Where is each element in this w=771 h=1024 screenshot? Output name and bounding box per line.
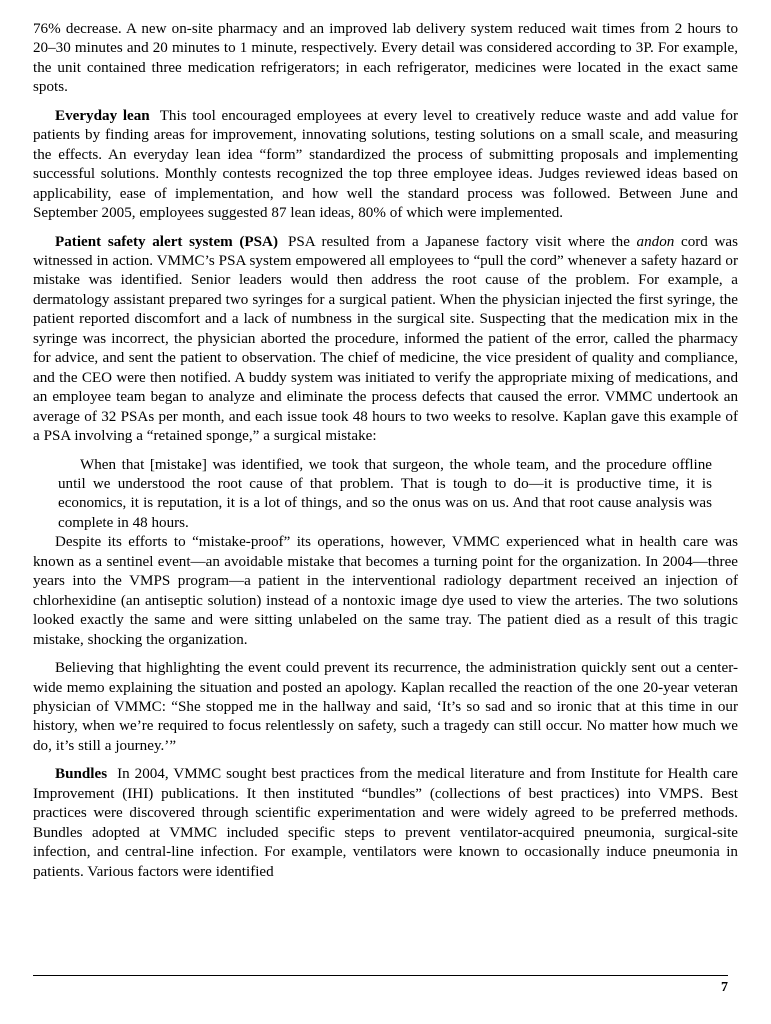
- paragraph-everyday-lean: [33, 107, 738, 224]
- paragraph-continuation: 76% decrease. A new on-site pharmacy and an improved lab delivery system reduced wait times from 2 hours to 20–30 minutes and 20 minutes to 1 minute, respectively. Every detail was considered according to 3P. For example, the unit contained three medication refrigerators; in each refrigerator, medicines were located in the exact same spots.: [33, 21, 738, 96]
- paragraph-everyday-lean-text: This tool encouraged employees at every level to creatively reduce waste and add value for patients by finding areas for improvement, innovating solutions, testing solutions on a small scale, and measuring the effects. An everyday lean idea “form” standardized the process of submitting proposals and implementing successful solutions. Monthly contests recognized the top three employee ideas. Judges reviewed ideas based on applicability, ease of implementation, and how well the standard process was followed. Between June and September 2005, employees suggested 87 lean ideas, 80% of which were implemented.: [33, 107, 738, 222]
- paragraph-psa-text-after-italic: cord was witnessed in action. VMMC’s PSA system empowered all employees to “pull the cord” whenever a safety hazard or mistake was identified. Senior leaders would then address the root cause of the problem. For example, a dermatology assistant prepared two syringes for a surgical patient. When the physician injected the first syringe, the patient reported discomfort and a lack of numbness in the surgical site. Suspecting that the medication mix in the syringe was incorrect, the physician aborted the procedure, informed the patient of the error, called the pharmacy for advice, and sent the patient to observation. The chief of medicine, the vice president of quality and compliance, and the CEO were then notified. A buddy system was initiated to verify the appropriate mixing of medications, and an employee team began to analyze and eliminate the process defects that caused the error. VMMC undertook an average of 32 PSAs per month, and each issue took 48 hours to two weeks to resolve. Kaplan gave this example of a PSA involving a “retained sponge,” a surgical mistake:: [33, 233, 738, 445]
- runin-heading-psa: Patient safety alert system (PSA): [55, 233, 278, 250]
- page-body: [33, 20, 738, 882]
- page-number: 7: [721, 980, 728, 995]
- paragraph-bundles-text: In 2004, VMMC sought best practices from the medical literature and from Institute for Health care Improvement (IHI) publications. It then instituted “bundles” (collections of best practices) into VMPS. Best practices were discovered through scientific experimentation and were widely agreed to be preferred methods. Bundles adopted at VMMC included specific steps to prevent ventilator-acquired pneumonia, surgical-site infection, and central-line infection. For example, ventilators were known to occasionally induce pneumonia in patients. Various factors were identified: [33, 766, 738, 880]
- footer-divider: [33, 975, 728, 976]
- paragraph-memo-apology: Believing that highlighting the event could prevent its recurrence, the administration quickly sent out a center-wide memo explaining the situation and posted an apology. Kaplan recalled the reaction of the one 20-year veteran physician of VMMC: “She stopped me in the hallway and said, ‘It’s so sad and so ironic that at this time in our history, when we’re required to focus relentlessly on safety, such a tragedy can still occur. No matter how much we do, it’s still a journey.’”: [33, 660, 738, 754]
- page-footer: [33, 975, 728, 996]
- paragraph-psa: [33, 233, 738, 447]
- paragraph-bundles: [33, 765, 738, 882]
- paragraph-psa-text-before-italic: PSA resulted from a Japanese factory visit where the: [288, 233, 637, 250]
- block-quote-kaplan: When that [mistake] was identified, we took that surgeon, the whole team, and the procedure offline until we understood the root cause of that problem. That is tough to do—it is productive time, it is economics, it is reputation, it is a lot of things, and so the onus was on us. And that root cause analysis was complete in 48 hours.: [58, 456, 712, 531]
- runin-heading-everyday-lean: Everyday lean: [55, 107, 150, 124]
- italic-term-andon: andon: [636, 233, 675, 250]
- paragraph-sentinel-event: Despite its efforts to “mistake-proof” its operations, however, VMMC experienced what in health care was known as a sentinel event—an avoidable mistake that becomes a turning point for the organization. In 2004—three years into the VMPS program—a patient in the interventional radiology department received an injection of chlorhexidine (an antiseptic solution) instead of a nontoxic image dye used to view the arteries. The two solutions looked exactly the same and were sitting unlabeled on the same tray. The patient died as a result of this tragic mistake, shocking the organization.: [33, 534, 738, 648]
- runin-heading-bundles: Bundles: [55, 766, 108, 783]
